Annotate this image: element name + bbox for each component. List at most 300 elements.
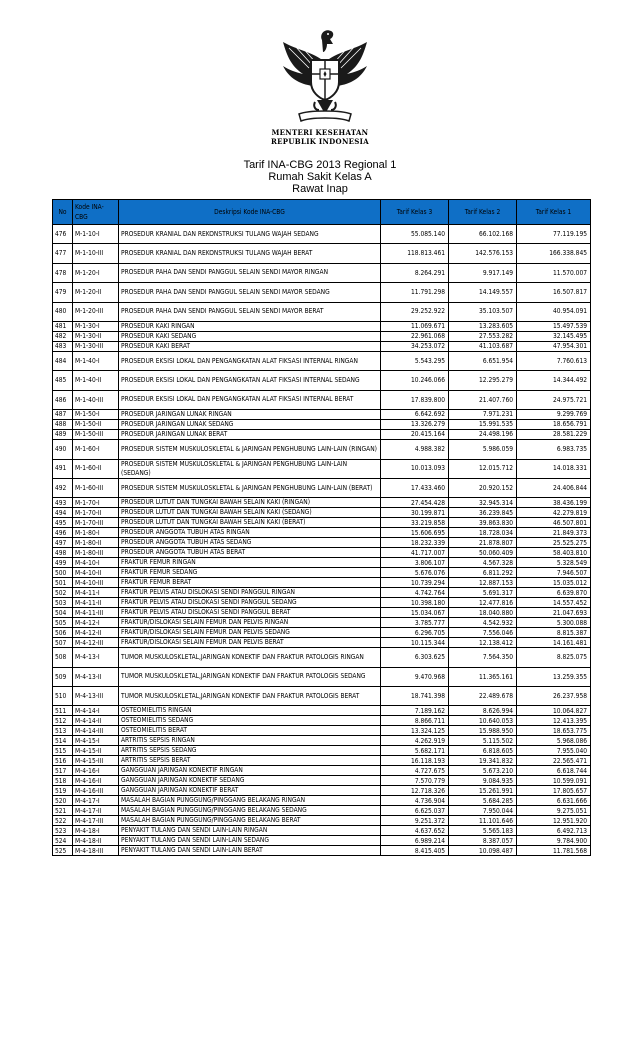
row-code-cell: M-4-16-I [73,766,119,776]
row-tarif-kelas-2-cell: 15.991.535 [449,420,517,430]
row-code-cell: M-1-60-III [73,478,119,497]
row-description-cell: OSTEOMIELITIS BERAT [119,726,381,736]
row-number-cell: 492 [53,478,73,497]
table-row [53,638,591,648]
row-tarif-kelas-1-cell: 14.018.331 [517,459,591,478]
table-row [53,420,591,430]
row-number-cell: 497 [53,538,73,548]
document-titles [150,159,490,195]
row-description-cell: GANGGUAN JARINGAN KONEKTIF BERAT [119,786,381,796]
row-code-cell: M-4-16-III [73,786,119,796]
table-row [53,538,591,548]
row-tarif-kelas-2-cell: 5.691.317 [449,588,517,598]
table-row [53,706,591,716]
column-header-tarif-kelas-1: Tarif Kelas 1 [517,200,591,225]
row-description-cell: OSTEOMIELITIS SEDANG [119,716,381,726]
row-tarif-kelas-3-cell: 17.839.800 [381,390,449,409]
row-code-cell: M-4-13-III [73,687,119,706]
row-description-cell: PROSEDUR ANGGOTA TUBUH ATAS BERAT [119,548,381,558]
row-tarif-kelas-2-cell: 7.556.046 [449,628,517,638]
row-tarif-kelas-1-cell: 6.983.735 [517,440,591,459]
row-code-cell: M-4-17-III [73,816,119,826]
row-code-cell: M-1-10-I [73,225,119,244]
row-tarif-kelas-1-cell: 11.570.007 [517,263,591,282]
table-row [53,826,591,836]
garuda-emblem-icon [275,22,375,127]
column-header-no: No [53,200,73,225]
table-row [53,766,591,776]
row-number-cell: 488 [53,420,73,430]
row-number-cell: 491 [53,459,73,478]
row-description-cell: PROSEDUR LUTUT DAN TUNGKAI BAWAH SELAIN KAKI (SEDANG) [119,508,381,518]
table-row [53,598,591,608]
table-row [53,508,591,518]
table-row [53,618,591,628]
row-code-cell: M-4-18-II [73,836,119,846]
row-tarif-kelas-1-cell: 6.639.870 [517,588,591,598]
row-tarif-kelas-1-cell: 17.805.657 [517,786,591,796]
row-tarif-kelas-3-cell: 33.219.858 [381,518,449,528]
row-tarif-kelas-3-cell: 10.739.294 [381,578,449,588]
title-line-3: Rawat Inap [292,183,348,195]
row-description-cell: PROSEDUR ANGGOTA TUBUH ATAS RINGAN [119,528,381,538]
row-tarif-kelas-1-cell: 18.656.791 [517,420,591,430]
table-row [53,225,591,244]
row-tarif-kelas-1-cell: 40.954.091 [517,302,591,321]
table-row [53,302,591,321]
table-row [53,648,591,667]
row-description-cell: ARTRITIS SEPSIS SEDANG [119,746,381,756]
row-code-cell: M-1-40-II [73,371,119,390]
table-row [53,371,591,390]
row-description-cell: PROSEDUR LUTUT DAN TUNGKAI BAWAH SELAIN KAKI (BERAT) [119,518,381,528]
row-number-cell: 509 [53,667,73,686]
row-description-cell: FRAKTUR PELVIS ATAU DISLOKASI SENDI PANGGUL BERAT [119,608,381,618]
row-number-cell: 511 [53,706,73,716]
row-tarif-kelas-2-cell: 142.576.153 [449,244,517,263]
row-description-cell: PROSEDUR JARINGAN LUNAK SEDANG [119,420,381,430]
row-description-cell: ARTRITIS SEPSIS BERAT [119,756,381,766]
row-number-cell: 506 [53,628,73,638]
row-tarif-kelas-1-cell: 18.653.775 [517,726,591,736]
row-tarif-kelas-1-cell: 14.344.492 [517,371,591,390]
row-number-cell: 522 [53,816,73,826]
row-tarif-kelas-2-cell: 4.567.328 [449,558,517,568]
row-tarif-kelas-1-cell: 47.954.301 [517,341,591,351]
row-tarif-kelas-1-cell: 9.275.051 [517,806,591,816]
row-tarif-kelas-2-cell: 14.149.557 [449,283,517,302]
row-tarif-kelas-2-cell: 8.387.057 [449,836,517,846]
row-code-cell: M-1-40-III [73,390,119,409]
row-tarif-kelas-3-cell: 27.454.428 [381,498,449,508]
row-code-cell: M-1-60-I [73,440,119,459]
row-code-cell: M-4-12-II [73,628,119,638]
table-row [53,341,591,351]
row-tarif-kelas-3-cell: 6.989.214 [381,836,449,846]
row-tarif-kelas-3-cell: 10.398.180 [381,598,449,608]
table-row [53,776,591,786]
row-tarif-kelas-2-cell: 5.684.285 [449,796,517,806]
row-description-cell: PROSEDUR EKSISI LOKAL DAN PENGANGKATAN ALAT FIKSASI INTERNAL RINGAN [119,351,381,370]
row-tarif-kelas-3-cell: 13.326.279 [381,420,449,430]
row-description-cell: PROSEDUR JARINGAN LUNAK BERAT [119,430,381,440]
table-row [53,716,591,726]
row-description-cell: PROSEDUR PAHA DAN SENDI PANGGUL SELAIN SENDI MAYOR RINGAN [119,263,381,282]
row-number-cell: 505 [53,618,73,628]
row-description-cell: FRAKTUR/DISLOKASI SELAIN FEMUR DAN PELVIS BERAT [119,638,381,648]
table-row [53,410,591,420]
row-code-cell: M-4-15-III [73,756,119,766]
table-body [53,225,591,856]
row-tarif-kelas-1-cell: 7.946.507 [517,568,591,578]
row-tarif-kelas-2-cell: 6.811.292 [449,568,517,578]
row-number-cell: 520 [53,796,73,806]
row-tarif-kelas-3-cell: 4.736.904 [381,796,449,806]
row-number-cell: 489 [53,430,73,440]
row-tarif-kelas-1-cell: 10.599.091 [517,776,591,786]
row-tarif-kelas-3-cell: 18.741.398 [381,687,449,706]
row-code-cell: M-4-11-III [73,608,119,618]
row-number-cell: 502 [53,588,73,598]
row-description-cell: PENYAKIT TULANG DAN SENDI LAIN-LAIN SEDANG [119,836,381,846]
row-tarif-kelas-2-cell: 50.060.409 [449,548,517,558]
row-tarif-kelas-1-cell: 14.161.481 [517,638,591,648]
row-tarif-kelas-1-cell: 8.825.075 [517,648,591,667]
row-description-cell: PROSEDUR SISTEM MUSKULOSKLETAL & JARINGAN PENGHUBUNG LAIN-LAIN (SEDANG) [119,459,381,478]
row-number-cell: 499 [53,558,73,568]
row-tarif-kelas-1-cell: 7.955.040 [517,746,591,756]
row-number-cell: 484 [53,351,73,370]
row-tarif-kelas-2-cell: 21.878.807 [449,538,517,548]
row-number-cell: 518 [53,776,73,786]
row-tarif-kelas-3-cell: 4.727.675 [381,766,449,776]
row-number-cell: 523 [53,826,73,836]
row-tarif-kelas-1-cell: 58.403.810 [517,548,591,558]
row-code-cell: M-1-70-I [73,498,119,508]
table-row [53,628,591,638]
ministry-heading [240,128,400,146]
row-tarif-kelas-2-cell: 15.988.950 [449,726,517,736]
row-tarif-kelas-1-cell: 24.406.844 [517,478,591,497]
row-description-cell: MASALAH BAGIAN PUNGGUNG/PINGGANG BELAKANG BERAT [119,816,381,826]
row-description-cell: PROSEDUR KAKI BERAT [119,341,381,351]
row-code-cell: M-4-14-I [73,706,119,716]
row-tarif-kelas-2-cell: 5.986.059 [449,440,517,459]
row-code-cell: M-1-60-II [73,459,119,478]
row-tarif-kelas-2-cell: 36.239.845 [449,508,517,518]
row-tarif-kelas-3-cell: 5.682.171 [381,746,449,756]
table-row [53,498,591,508]
row-code-cell: M-4-12-I [73,618,119,628]
row-number-cell: 501 [53,578,73,588]
table-row [53,263,591,282]
row-description-cell: FRAKTUR PELVIS ATAU DISLOKASI SENDI PANGGUL RINGAN [119,588,381,598]
row-code-cell: M-1-50-III [73,430,119,440]
row-tarif-kelas-3-cell: 5.676.076 [381,568,449,578]
row-tarif-kelas-3-cell: 5.543.295 [381,351,449,370]
row-tarif-kelas-3-cell: 13.324.125 [381,726,449,736]
table-row [53,568,591,578]
row-code-cell: M-4-14-II [73,716,119,726]
table-row [53,283,591,302]
row-tarif-kelas-3-cell: 55.085.140 [381,225,449,244]
row-tarif-kelas-3-cell: 10.013.093 [381,459,449,478]
row-tarif-kelas-1-cell: 10.064.827 [517,706,591,716]
row-description-cell: FRAKTUR PELVIS ATAU DISLOKASI SENDI PANGGUL SEDANG [119,598,381,608]
table-row [53,518,591,528]
row-description-cell: FRAKTUR FEMUR RINGAN [119,558,381,568]
row-tarif-kelas-3-cell: 41.717.007 [381,548,449,558]
row-tarif-kelas-1-cell: 24.975.721 [517,390,591,409]
row-description-cell: FRAKTUR/DISLOKASI SELAIN FEMUR DAN PELVIS SEDANG [119,628,381,638]
table-row [53,548,591,558]
row-tarif-kelas-3-cell: 30.199.871 [381,508,449,518]
row-number-cell: 487 [53,410,73,420]
row-tarif-kelas-2-cell: 9.084.935 [449,776,517,786]
row-tarif-kelas-2-cell: 6.818.605 [449,746,517,756]
table-row [53,786,591,796]
row-tarif-kelas-3-cell: 15.606.695 [381,528,449,538]
row-number-cell: 496 [53,528,73,538]
row-description-cell: FRAKTUR FEMUR SEDANG [119,568,381,578]
row-tarif-kelas-1-cell: 6.492.713 [517,826,591,836]
column-header-tarif-kelas-2: Tarif Kelas 2 [449,200,517,225]
row-description-cell: TUMOR MUSKULOSKLETAL,JARINGAN KONEKTIF DAN FRAKTUR PATOLOGIS RINGAN [119,648,381,667]
title-line-2: Rumah Sakit Kelas A [268,171,372,183]
row-code-cell: M-4-10-I [73,558,119,568]
row-tarif-kelas-3-cell: 22.961.068 [381,331,449,341]
table-row [53,756,591,766]
row-number-cell: 504 [53,608,73,618]
row-tarif-kelas-3-cell: 12.718.326 [381,786,449,796]
table-row [53,836,591,846]
row-description-cell: PENYAKIT TULANG DAN SENDI LAIN-LAIN RINGAN [119,826,381,836]
row-tarif-kelas-3-cell: 3.806.107 [381,558,449,568]
row-description-cell: OSTEOMIELITIS RINGAN [119,706,381,716]
table-row [53,390,591,409]
table-row [53,321,591,331]
row-code-cell: M-4-18-III [73,846,119,856]
row-tarif-kelas-2-cell: 11.365.161 [449,667,517,686]
row-tarif-kelas-1-cell: 5.328.549 [517,558,591,568]
row-tarif-kelas-3-cell: 4.637.652 [381,826,449,836]
row-code-cell: M-1-10-III [73,244,119,263]
row-description-cell: PROSEDUR LUTUT DAN TUNGKAI BAWAH SELAIN KAKI (RINGAN) [119,498,381,508]
row-number-cell: 500 [53,568,73,578]
row-number-cell: 483 [53,341,73,351]
row-code-cell: M-1-70-III [73,518,119,528]
row-number-cell: 513 [53,726,73,736]
row-code-cell: M-1-20-II [73,283,119,302]
row-tarif-kelas-1-cell: 6.631.666 [517,796,591,806]
row-tarif-kelas-2-cell: 22.489.678 [449,687,517,706]
row-tarif-kelas-1-cell: 21.047.693 [517,608,591,618]
row-number-cell: 480 [53,302,73,321]
row-description-cell: ARTRITIS SEPSIS RINGAN [119,736,381,746]
table-row [53,528,591,538]
row-tarif-kelas-1-cell: 6.618.744 [517,766,591,776]
row-description-cell: PROSEDUR ANGGOTA TUBUH ATAS SEDANG [119,538,381,548]
row-tarif-kelas-1-cell: 42.279.819 [517,508,591,518]
table-row [53,459,591,478]
row-code-cell: M-1-80-III [73,548,119,558]
row-tarif-kelas-1-cell: 14.557.452 [517,598,591,608]
row-number-cell: 503 [53,598,73,608]
row-tarif-kelas-3-cell: 10.115.344 [381,638,449,648]
row-code-cell: M-1-80-II [73,538,119,548]
row-number-cell: 479 [53,283,73,302]
row-description-cell: FRAKTUR/DISLOKASI SELAIN FEMUR DAN PELVIS RINGAN [119,618,381,628]
row-description-cell: PROSEDUR SISTEM MUSKULOSKLETAL & JARINGAN PENGHUBUNG LAIN-LAIN (RINGAN) [119,440,381,459]
row-tarif-kelas-2-cell: 13.283.605 [449,321,517,331]
row-tarif-kelas-1-cell: 38.436.199 [517,498,591,508]
row-tarif-kelas-3-cell: 6.642.692 [381,410,449,420]
row-tarif-kelas-2-cell: 20.920.152 [449,478,517,497]
row-description-cell: PROSEDUR KRANIAL DAN REKONSTRUKSI TULANG WAJAH BERAT [119,244,381,263]
row-number-cell: 515 [53,746,73,756]
row-tarif-kelas-2-cell: 18.728.034 [449,528,517,538]
row-description-cell: PROSEDUR EKSISI LOKAL DAN PENGANGKATAN ALAT FIKSASI INTERNAL BERAT [119,390,381,409]
table-header-row [53,200,591,225]
row-tarif-kelas-1-cell: 28.581.229 [517,430,591,440]
table-row [53,726,591,736]
row-tarif-kelas-1-cell: 46.507.801 [517,518,591,528]
row-tarif-kelas-2-cell: 12.477.816 [449,598,517,608]
row-description-cell: PROSEDUR PAHA DAN SENDI PANGGUL SELAIN SENDI MAYOR BERAT [119,302,381,321]
row-number-cell: 510 [53,687,73,706]
row-tarif-kelas-3-cell: 6.296.705 [381,628,449,638]
row-tarif-kelas-3-cell: 8.866.711 [381,716,449,726]
row-code-cell: M-1-50-II [73,420,119,430]
table-row [53,736,591,746]
row-code-cell: M-1-50-I [73,410,119,420]
table-row [53,796,591,806]
table-row [53,846,591,856]
row-number-cell: 478 [53,263,73,282]
row-tarif-kelas-2-cell: 24.498.196 [449,430,517,440]
row-tarif-kelas-1-cell: 12.413.395 [517,716,591,726]
row-number-cell: 493 [53,498,73,508]
row-number-cell: 476 [53,225,73,244]
row-tarif-kelas-3-cell: 118.813.461 [381,244,449,263]
row-tarif-kelas-2-cell: 12.887.153 [449,578,517,588]
row-tarif-kelas-3-cell: 8.415.405 [381,846,449,856]
row-tarif-kelas-2-cell: 7.564.350 [449,648,517,667]
row-tarif-kelas-2-cell: 15.261.991 [449,786,517,796]
row-tarif-kelas-1-cell: 22.565.471 [517,756,591,766]
row-number-cell: 486 [53,390,73,409]
row-tarif-kelas-1-cell: 7.760.613 [517,351,591,370]
row-tarif-kelas-1-cell: 12.951.920 [517,816,591,826]
row-tarif-kelas-2-cell: 35.103.507 [449,302,517,321]
table-row [53,244,591,263]
row-tarif-kelas-3-cell: 9.470.968 [381,667,449,686]
row-number-cell: 477 [53,244,73,263]
row-tarif-kelas-2-cell: 11.101.646 [449,816,517,826]
row-tarif-kelas-2-cell: 5.115.502 [449,736,517,746]
row-tarif-kelas-2-cell: 7.950.044 [449,806,517,816]
row-number-cell: 516 [53,756,73,766]
column-header-kode: Kode INA-CBG [73,200,119,225]
table-row [53,478,591,497]
row-code-cell: M-4-12-III [73,638,119,648]
row-code-cell: M-1-30-III [73,341,119,351]
column-header-tarif-kelas-3: Tarif Kelas 3 [381,200,449,225]
row-tarif-kelas-3-cell: 6.303.625 [381,648,449,667]
row-tarif-kelas-2-cell: 12.015.712 [449,459,517,478]
row-description-cell: TUMOR MUSKULOSKLETAL,JARINGAN KONEKTIF DAN FRAKTUR PATOLOGIS SEDANG [119,667,381,686]
row-code-cell: M-4-11-I [73,588,119,598]
row-tarif-kelas-1-cell: 26.237.958 [517,687,591,706]
row-tarif-kelas-3-cell: 15.034.067 [381,608,449,618]
row-description-cell: GANGGUAN JARINGAN KONEKTIF RINGAN [119,766,381,776]
row-tarif-kelas-1-cell: 13.259.355 [517,667,591,686]
row-tarif-kelas-3-cell: 9.251.372 [381,816,449,826]
row-tarif-kelas-2-cell: 19.341.832 [449,756,517,766]
row-tarif-kelas-3-cell: 18.232.339 [381,538,449,548]
row-description-cell: PROSEDUR KRANIAL DAN REKONSTRUKSI TULANG WAJAH SEDANG [119,225,381,244]
row-tarif-kelas-3-cell: 20.415.164 [381,430,449,440]
row-tarif-kelas-2-cell: 10.640.053 [449,716,517,726]
row-tarif-kelas-2-cell: 5.673.210 [449,766,517,776]
row-tarif-kelas-3-cell: 4.988.382 [381,440,449,459]
row-tarif-kelas-1-cell: 5.968.086 [517,736,591,746]
row-tarif-kelas-2-cell: 9.917.149 [449,263,517,282]
row-tarif-kelas-3-cell: 3.785.777 [381,618,449,628]
row-description-cell: MASALAH BAGIAN PUNGGUNG/PINGGANG BELAKANG SEDANG [119,806,381,816]
row-tarif-kelas-3-cell: 4.742.764 [381,588,449,598]
row-number-cell: 490 [53,440,73,459]
table-row [53,588,591,598]
row-tarif-kelas-3-cell: 7.189.162 [381,706,449,716]
row-code-cell: M-4-17-I [73,796,119,806]
row-tarif-kelas-3-cell: 10.246.066 [381,371,449,390]
row-code-cell: M-4-15-II [73,746,119,756]
row-code-cell: M-4-10-II [73,568,119,578]
row-tarif-kelas-3-cell: 34.253.072 [381,341,449,351]
row-description-cell: PENYAKIT TULANG DAN SENDI LAIN-LAIN BERAT [119,846,381,856]
row-tarif-kelas-2-cell: 21.407.760 [449,390,517,409]
row-number-cell: 495 [53,518,73,528]
row-tarif-kelas-2-cell: 32.945.314 [449,498,517,508]
row-tarif-kelas-1-cell: 77.119.195 [517,225,591,244]
row-tarif-kelas-3-cell: 8.264.291 [381,263,449,282]
row-number-cell: 482 [53,331,73,341]
row-tarif-kelas-3-cell: 11.069.671 [381,321,449,331]
row-code-cell: M-4-18-I [73,826,119,836]
table-row [53,558,591,568]
row-code-cell: M-1-20-III [73,302,119,321]
table-row [53,608,591,618]
row-tarif-kelas-2-cell: 12.295.279 [449,371,517,390]
table-row [53,806,591,816]
row-code-cell: M-1-30-II [73,331,119,341]
row-tarif-kelas-2-cell: 66.102.168 [449,225,517,244]
row-number-cell: 524 [53,836,73,846]
row-tarif-kelas-2-cell: 5.565.183 [449,826,517,836]
row-description-cell: PROSEDUR KAKI RINGAN [119,321,381,331]
row-code-cell: M-4-17-II [73,806,119,816]
row-tarif-kelas-3-cell: 6.625.037 [381,806,449,816]
row-number-cell: 507 [53,638,73,648]
table-row [53,687,591,706]
row-number-cell: 512 [53,716,73,726]
title-line-1: Tarif INA-CBG 2013 Regional 1 [243,159,397,171]
row-tarif-kelas-2-cell: 6.651.954 [449,351,517,370]
row-description-cell: PROSEDUR SISTEM MUSKULOSKLETAL & JARINGAN PENGHUBUNG LAIN-LAIN (BERAT) [119,478,381,497]
row-code-cell: M-4-16-II [73,776,119,786]
row-number-cell: 485 [53,371,73,390]
